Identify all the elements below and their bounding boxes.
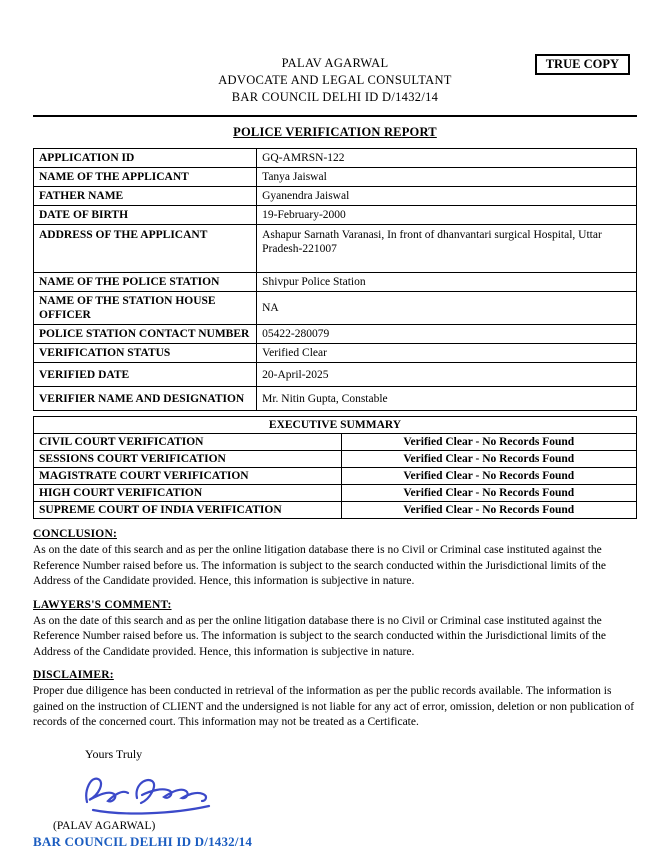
section-body: Proper due diligence has been conducted in retrieval of the information as per the public records available. The information is gained on the instruction of CLIENT and the undersigned is not liable for any act of error, omission, deletion or non publication of records of the concerned court. This information may not be treated as a Certificate.	[33, 685, 635, 728]
summary-value: Verified Clear - No Records Found	[341, 485, 636, 502]
header-divider	[33, 115, 637, 117]
verification-table	[33, 148, 637, 411]
true-copy-stamp	[535, 54, 630, 75]
summary-label: CIVIL COURT VERIFICATION	[34, 434, 342, 451]
field-value: 05422-280079	[257, 325, 637, 344]
signature-icon	[75, 768, 225, 820]
field-label: DATE OF BIRTH	[34, 206, 257, 225]
field-label: POLICE STATION CONTACT NUMBER	[34, 325, 257, 344]
field-label: VERIFIER NAME AND DESIGNATION	[34, 387, 257, 411]
field-value: 19-February-2000	[257, 206, 637, 225]
field-label: NAME OF THE POLICE STATION	[34, 273, 257, 292]
section-body: As on the date of this search and as per the online litigation database there is no Civil or Criminal case instituted against the Reference Number raised before us. The information is subject to the search conducted within the Jurisdictional limits of the Address of the Candidate provided. Hence, this information is subjective in nature.	[33, 544, 607, 587]
table-row	[34, 168, 637, 187]
signer-bar-id: BAR COUNCIL DELHI ID D/1432/14	[33, 833, 253, 849]
summary-label: HIGH COURT VERIFICATION	[34, 485, 342, 502]
field-value: NA	[257, 292, 637, 325]
table-row	[34, 225, 637, 273]
field-label: NAME OF THE APPLICANT	[34, 168, 257, 187]
field-label: VERIFIED DATE	[34, 363, 257, 387]
field-value: GQ-AMRSN-122	[257, 149, 637, 168]
summary-value: Verified Clear - No Records Found	[341, 468, 636, 485]
executive-summary-title: EXECUTIVE SUMMARY	[34, 417, 637, 434]
field-label: FATHER NAME	[34, 187, 257, 206]
conclusion-section	[33, 528, 637, 590]
summary-value: Verified Clear - No Records Found	[341, 434, 636, 451]
summary-label: MAGISTRATE COURT VERIFICATION	[34, 468, 342, 485]
field-value: Tanya Jaiswal	[257, 168, 637, 187]
signer-name: (PALAV AGARWAL)	[53, 819, 156, 832]
table-row	[34, 149, 637, 168]
table-row	[34, 187, 637, 206]
signature	[75, 768, 637, 820]
field-label: NAME OF THE STATION HOUSE OFFICER	[34, 292, 257, 325]
executive-summary-table	[33, 416, 637, 519]
closing-text: Yours Truly	[85, 746, 143, 761]
summary-row	[34, 434, 637, 451]
field-value: Ashapur Sarnath Varanasi, In front of dhanvantari surgical Hospital, Uttar Pradesh-221007	[257, 225, 637, 273]
field-value: Mr. Nitin Gupta, Constable	[257, 387, 637, 411]
table-row	[34, 344, 637, 363]
section-heading: CONCLUSION:	[33, 528, 117, 540]
table-row	[34, 206, 637, 225]
summary-value: Verified Clear - No Records Found	[341, 502, 636, 519]
table-row	[34, 363, 637, 387]
table-row	[34, 292, 637, 325]
field-value: Shivpur Police Station	[257, 273, 637, 292]
section-heading: DISCLAIMER:	[33, 669, 114, 681]
table-row	[34, 273, 637, 292]
true-copy-label: TRUE COPY	[545, 57, 619, 71]
summary-row	[34, 502, 637, 519]
advocate-title: ADVOCATE AND LEGAL CONSULTANT	[218, 73, 452, 87]
summary-label: SESSIONS COURT VERIFICATION	[34, 451, 342, 468]
section-heading: LAWYERS'S COMMENT:	[33, 598, 172, 611]
table-row	[34, 325, 637, 344]
summary-row	[34, 468, 637, 485]
section-body: As on the date of this search and as per the online litigation database there is no Civil or Criminal case instituted against the Reference Number raised before us. The information is subject to the search conducted within the Jurisdictional limits of the Address of the Candidate provided. Hence, this information is subjective in nature.	[33, 614, 607, 658]
field-label: ADDRESS OF THE APPLICANT	[34, 225, 257, 273]
field-value: 20-April-2025	[257, 363, 637, 387]
field-value: Gyanendra Jaiswal	[257, 187, 637, 206]
lawyers-comment-section	[33, 599, 637, 661]
field-label: APPLICATION ID	[34, 149, 257, 168]
advocate-bar-id: BAR COUNCIL DELHI ID D/1432/14	[231, 90, 439, 104]
summary-row	[34, 485, 637, 502]
executive-summary-header-row	[34, 417, 637, 434]
field-label: VERIFICATION STATUS	[34, 344, 257, 363]
summary-value: Verified Clear - No Records Found	[341, 451, 636, 468]
report-title: POLICE VERIFICATION REPORT	[233, 125, 437, 139]
field-value: Verified Clear	[257, 344, 637, 363]
summary-row	[34, 451, 637, 468]
summary-label: SUPREME COURT OF INDIA VERIFICATION	[34, 502, 342, 519]
table-row	[34, 387, 637, 411]
disclaimer-section	[33, 669, 637, 731]
advocate-name: PALAV AGARWAL	[281, 56, 389, 70]
